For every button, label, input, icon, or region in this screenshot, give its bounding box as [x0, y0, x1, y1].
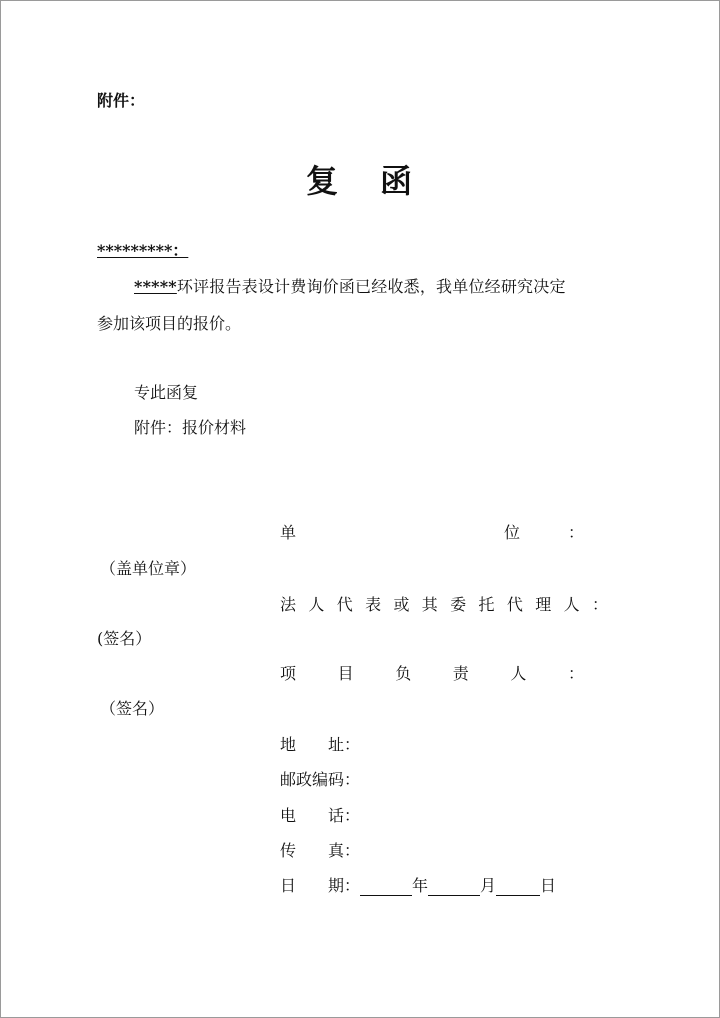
unit-char: 位 [503, 523, 520, 542]
fax-field: 传 真： [280, 841, 361, 860]
body-line-2: 参加该项目的报价。 [97, 314, 242, 333]
legal-rep-line [280, 595, 608, 615]
legal-char: 托 [478, 595, 495, 614]
legal-char: 其 [421, 595, 438, 614]
project-manager-line [280, 664, 584, 684]
year-label: 年 [412, 876, 429, 895]
date-field [280, 876, 556, 896]
pm-char: 负 [395, 664, 412, 683]
legal-char: 委 [450, 595, 467, 614]
pm-char: 人 [510, 664, 527, 683]
postcode-field: 邮政编码： [280, 770, 361, 789]
document-title [1, 161, 719, 201]
legal-char: 或 [393, 595, 410, 614]
unit-seal-note: （盖单位章） [100, 559, 197, 578]
recipient: *********： [97, 241, 189, 260]
date-label: 日 期： [280, 876, 361, 895]
masked-name: ***** [134, 277, 177, 296]
legal-char: 法 [280, 595, 297, 614]
legal-char: 人 [563, 595, 580, 614]
pm-char: ： [567, 664, 584, 683]
legal-char: 表 [365, 595, 382, 614]
attachment-heading: 附件： [97, 91, 146, 110]
unit-char: ： [567, 523, 584, 542]
legal-char: 人 [308, 595, 325, 614]
pm-char: 目 [337, 664, 354, 683]
legal-char: ： [591, 595, 608, 614]
legal-char: 理 [535, 595, 552, 614]
unit-char: 单 [280, 523, 297, 542]
pm-char: 项 [280, 664, 297, 683]
year-blank [360, 878, 412, 896]
legal-char: 代 [506, 595, 523, 614]
legal-signature-note: (签名） [97, 629, 152, 648]
pm-signature-note: （签名） [100, 699, 165, 718]
pm-char: 责 [452, 664, 469, 683]
phone-field: 电 话： [280, 806, 361, 825]
month-blank [428, 878, 480, 896]
title-char-2: 函 [380, 162, 415, 200]
body-line-1 [134, 277, 566, 297]
day-blank [496, 878, 540, 896]
body-line-1-text: 环评报告表设计费询价函已经收悉，我单位经研究决定 [176, 277, 566, 296]
closing-attachment: 附件：报价材料 [134, 418, 247, 437]
month-label: 月 [480, 876, 497, 895]
title-char-1: 复 [305, 162, 340, 200]
address-field: 地 址： [280, 735, 361, 754]
unit-line [280, 523, 584, 543]
closing-line-1: 专此函复 [134, 383, 199, 402]
day-label: 日 [540, 876, 557, 895]
legal-char: 代 [336, 595, 353, 614]
